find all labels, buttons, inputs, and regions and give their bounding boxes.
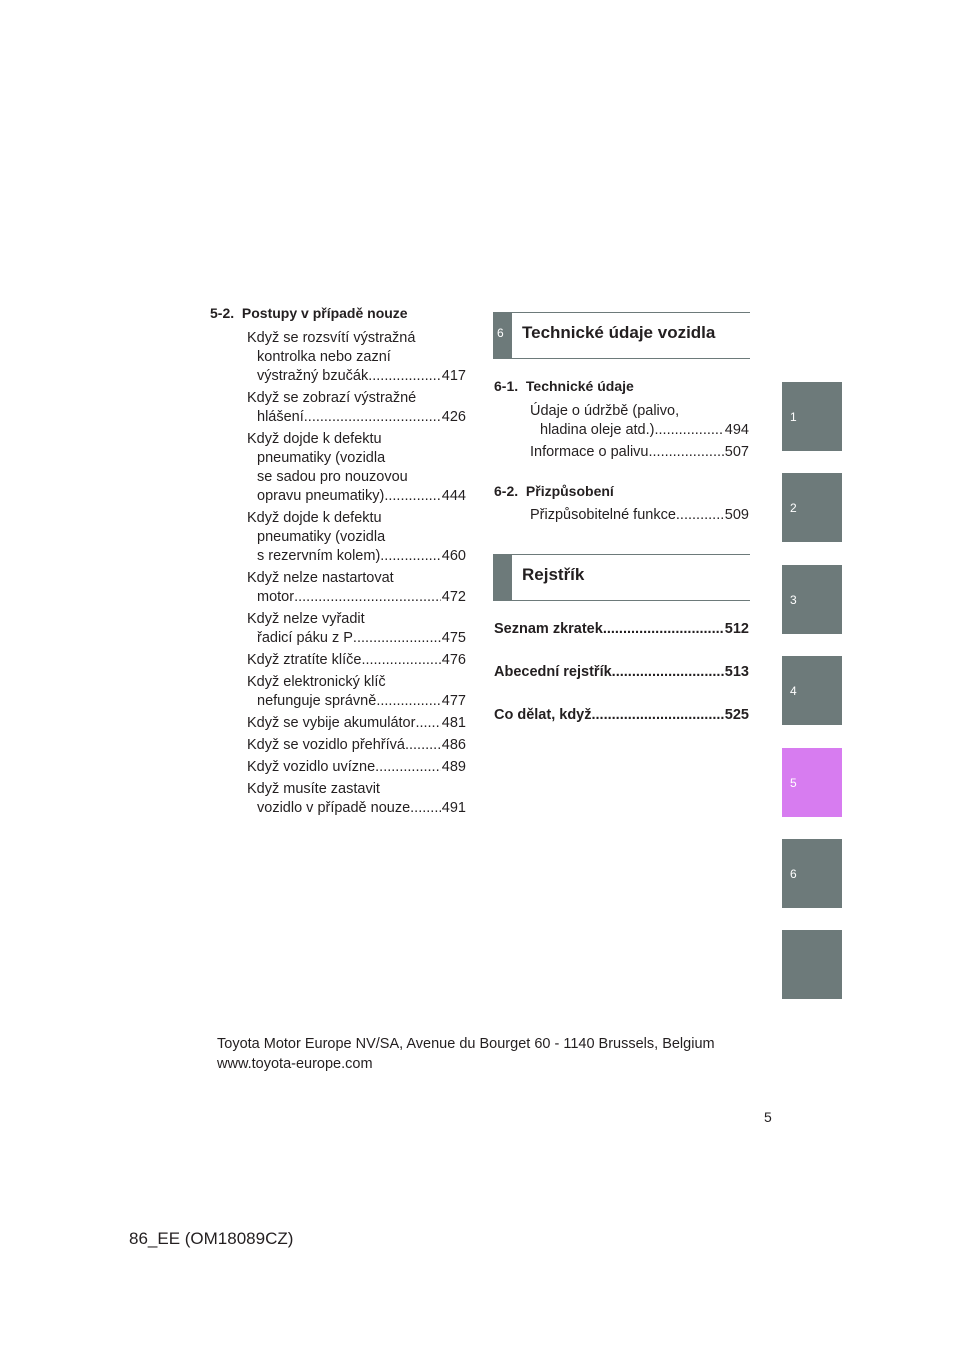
page-ref: 509 — [724, 507, 749, 523]
toc-entry-text: Když se vozidlo přehřívá — [247, 737, 405, 753]
toc-entry[interactable] — [247, 714, 466, 733]
chapter-tab-2[interactable] — [782, 473, 842, 542]
toc-entry[interactable] — [247, 430, 466, 506]
toc-entry-text: motor — [257, 589, 295, 605]
toc-entry-line: Když dojde k defektu — [247, 510, 382, 526]
leader-dots — [410, 799, 441, 818]
toc-entry-last-line — [247, 736, 466, 755]
leader-dots — [603, 620, 724, 639]
toc-entry-text: nefunguje správně — [257, 693, 377, 709]
toc-entry-line: kontrolka nebo zazní — [257, 349, 391, 365]
page-ref: 477 — [441, 693, 466, 709]
toc-entry-last-line — [247, 487, 466, 506]
page-ref: 486 — [441, 737, 466, 753]
toc-entry-last-line — [247, 408, 466, 427]
chapter-tab-4[interactable] — [782, 656, 842, 725]
leader-dots — [304, 408, 441, 427]
toc-entry-last-line — [247, 367, 466, 386]
page-ref: 507 — [724, 444, 749, 460]
toc-entry-text: výstražný bzučák... — [257, 368, 381, 384]
section-6-2-heading: 6-2. Přizpůsobení — [494, 483, 614, 499]
toc-entry-last-line — [247, 758, 466, 777]
leader-dots — [648, 443, 723, 462]
toc-entry-text: vozidlo v případě nouze — [257, 800, 411, 816]
chapter-tab-6[interactable] — [782, 839, 842, 908]
toc-entry-last-line — [530, 421, 749, 440]
toc-entry-last-line — [530, 506, 749, 525]
toc-entry-text: Když vozidlo uvízne — [247, 759, 376, 775]
toc-entry[interactable] — [247, 673, 466, 711]
section-5-2-heading: 5-2. Postupy v případě nouze — [210, 305, 408, 321]
leader-dots — [380, 367, 441, 386]
chapter-tab-label: 6 — [790, 867, 797, 881]
toc-entry-text: Seznam zkratek — [494, 621, 603, 637]
leader-dots — [294, 588, 441, 607]
page-ref: 481 — [441, 715, 466, 731]
page-ref: 513 — [724, 664, 749, 680]
leader-dots — [405, 736, 441, 755]
toc-entry[interactable] — [494, 706, 749, 725]
toc-entry-text: Když se vybije akumulátor — [247, 715, 416, 731]
toc-entry-last-line — [494, 663, 749, 682]
page-ref: 491 — [441, 800, 466, 816]
page-ref: 460 — [441, 548, 466, 564]
toc-entry-line: pneumatiky (vozidla — [257, 529, 386, 545]
leader-dots — [676, 506, 724, 525]
toc-entry[interactable] — [530, 506, 749, 525]
toc-entry[interactable] — [530, 402, 749, 440]
toc-entry-line: Když se zobrazí výstražné — [247, 390, 417, 406]
index-header — [493, 554, 750, 601]
leader-dots — [375, 758, 441, 777]
toc-entry-text: Přizpůsobitelné funkce — [530, 507, 676, 523]
toc-entry-line: Když nelze nastartovat — [247, 570, 394, 586]
leader-dots — [384, 487, 440, 506]
page-ref: 444 — [441, 488, 466, 504]
toc-entry-text: hladina oleje atd.) — [540, 422, 655, 438]
chapter-6-title: Technické údaje vozidla — [522, 323, 716, 342]
toc-entry-line: Když elektronický klíč — [247, 674, 386, 690]
leader-dots — [415, 714, 440, 733]
toc-entry-last-line — [247, 547, 466, 566]
chapter-tab-3[interactable] — [782, 565, 842, 634]
page-ref: 426 — [441, 409, 466, 425]
chapter-tab-label: 5 — [790, 776, 797, 790]
page-number: 5 — [764, 1109, 772, 1125]
chapter-6-number-tab — [493, 313, 512, 358]
toc-entry-text: Informace o palivu — [530, 444, 649, 460]
chapter-tab-label: 3 — [790, 593, 797, 607]
toc-entry-text: s rezervním kolem) — [257, 548, 381, 564]
leader-dots — [604, 706, 724, 725]
toc-entry[interactable] — [247, 569, 466, 607]
footer-website[interactable]: www.toyota-europe.com — [217, 1056, 373, 1072]
leader-dots — [654, 421, 723, 440]
chapter-tab-5[interactable] — [782, 748, 842, 817]
toc-entry[interactable] — [247, 736, 466, 755]
toc-entry-last-line — [247, 714, 466, 733]
toc-entry[interactable] — [247, 758, 466, 777]
toc-entry-last-line — [247, 588, 466, 607]
leader-dots — [612, 663, 724, 682]
chapter-6-header — [493, 312, 750, 359]
index-title: Rejstřík — [522, 565, 585, 584]
chapter-tab-label: 1 — [790, 410, 797, 424]
document-code: 86_EE (OM18089CZ) — [129, 1229, 294, 1248]
toc-entry-line: Když musíte zastavit — [247, 781, 380, 797]
page-ref: 476 — [441, 652, 466, 668]
toc-entry-text: opravu pneumatiky) — [257, 488, 385, 504]
footer-address: Toyota Motor Europe NV/SA, Avenue du Bourget 60 - 1140 Brussels, Belgium — [217, 1036, 715, 1052]
leader-dots — [376, 692, 440, 711]
toc-entry-line: Údaje o údržbě (palivo, — [530, 403, 680, 419]
toc-entry-last-line — [530, 443, 749, 462]
toc-entry-text: hlášení — [257, 409, 304, 425]
section-6-1-heading: 6-1. Technické údaje — [494, 378, 634, 394]
index-tab-bar — [493, 555, 512, 600]
toc-entry-last-line — [247, 629, 466, 648]
leader-dots — [353, 629, 441, 648]
toc-entry-line: Když nelze vyřadit — [247, 611, 365, 627]
toc-entry-line: Když se rozsvítí výstražná — [247, 330, 416, 346]
toc-entry[interactable] — [494, 663, 749, 682]
leader-dots — [361, 651, 440, 670]
page-ref: 525 — [724, 707, 749, 723]
page-ref: 494 — [724, 422, 749, 438]
chapter-6-number: 6 — [497, 326, 504, 340]
toc-entry-last-line — [247, 799, 466, 818]
page-ref: 512 — [724, 621, 749, 637]
toc-entry-line: pneumatiky (vozidla — [257, 450, 386, 466]
chapter-tab-label: 2 — [790, 501, 797, 515]
chapter-tab-index[interactable] — [782, 930, 842, 999]
toc-entry-text: řadicí páku z P — [257, 630, 353, 646]
toc-entry-text: Abecední rejstřík — [494, 664, 612, 680]
toc-entry-last-line — [247, 692, 466, 711]
chapter-tab-label: 4 — [790, 684, 797, 698]
chapter-tab-1[interactable] — [782, 382, 842, 451]
toc-entry[interactable] — [530, 443, 749, 462]
toc-entry-last-line — [494, 706, 749, 725]
toc-entry[interactable] — [247, 780, 466, 818]
page-ref: 489 — [441, 759, 466, 775]
toc-entry[interactable] — [494, 620, 749, 639]
toc-entry[interactable] — [247, 610, 466, 648]
leader-dots — [380, 547, 441, 566]
toc-entry-last-line — [247, 651, 466, 670]
toc-entry[interactable] — [247, 651, 466, 670]
toc-entry-text: Co dělat, když... — [494, 707, 604, 723]
toc-entry-last-line — [494, 620, 749, 639]
toc-entry[interactable] — [247, 389, 466, 427]
toc-entry-line: Když dojde k defektu — [247, 431, 382, 447]
toc-entry-line: se sadou pro nouzovou — [257, 469, 408, 485]
page-ref: 475 — [441, 630, 466, 646]
toc-entry-text: Když ztratíte klíče — [247, 652, 362, 668]
toc-entry[interactable] — [247, 329, 466, 386]
toc-entry[interactable] — [247, 509, 466, 566]
page-ref: 472 — [441, 589, 466, 605]
page-ref: 417 — [441, 368, 466, 384]
